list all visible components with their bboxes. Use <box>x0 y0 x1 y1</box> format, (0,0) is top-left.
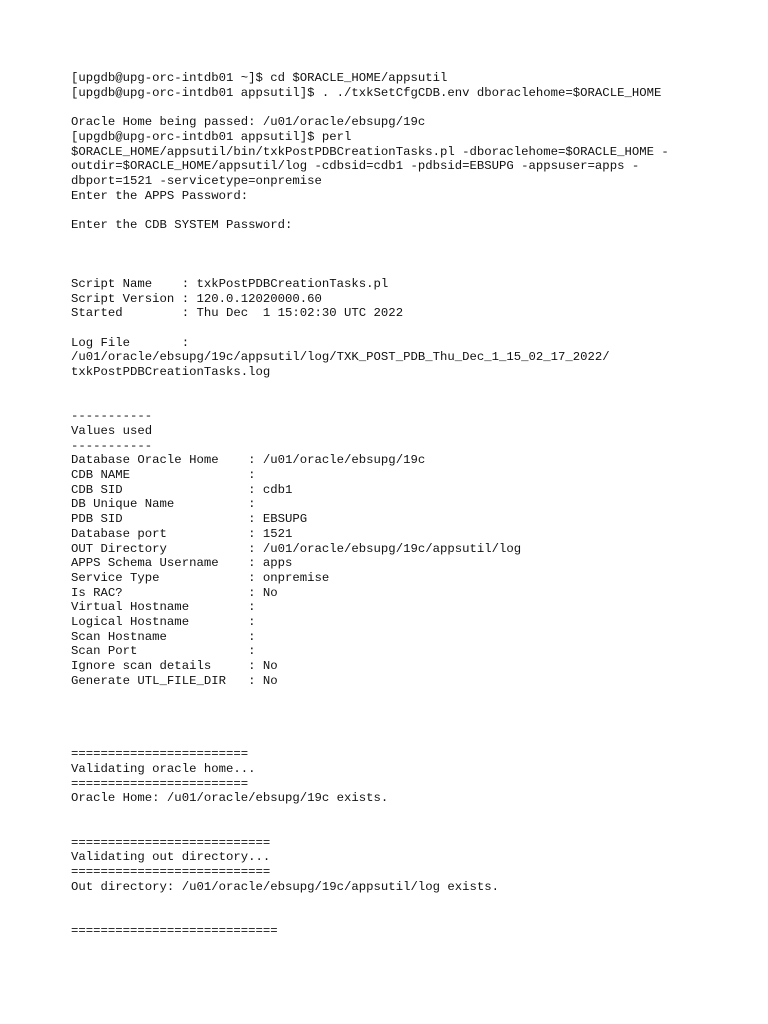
terminal-line: Generate UTL_FILE_DIR : No <box>71 673 278 688</box>
terminal-line: ============================ <box>71 923 278 938</box>
terminal-line: txkPostPDBCreationTasks.log <box>71 365 271 380</box>
terminal-line: Is RAC? : No <box>71 585 278 600</box>
terminal-line: Service Type : onpremise <box>71 570 330 585</box>
terminal-line: Log File : <box>71 335 190 350</box>
terminal-line: outdir=$ORACLE_HOME/appsutil/log -cdbsid=cdb1 -pdbsid=EBSUPG -appsuser=apps - <box>71 159 640 174</box>
terminal-line: =========================== <box>71 864 271 879</box>
terminal-line: OUT Directory : /u01/oracle/ebsupg/19c/appsutil/log <box>71 541 522 556</box>
terminal-line: Validating oracle home... <box>71 762 256 777</box>
terminal-line: CDB SID : cdb1 <box>71 482 293 497</box>
terminal-line: APPS Schema Username : apps <box>71 556 293 571</box>
terminal-line: Virtual Hostname : <box>71 600 256 615</box>
terminal-line: Script Version : 120.0.12020000.60 <box>71 291 322 306</box>
terminal-line: PDB SID : EBSUPG <box>71 512 308 527</box>
terminal-line: Logical Hostname : <box>71 615 256 630</box>
terminal-line: Ignore scan details : No <box>71 659 278 674</box>
terminal-line: $ORACLE_HOME/appsutil/bin/txkPostPDBCreationTasks.pl -dboraclehome=$ORACLE_HOME - <box>71 144 669 159</box>
document-page <box>71 71 751 938</box>
terminal-line: [upgdb@upg-orc-intdb01 appsutil]$ . ./txkSetCfgCDB.env dboraclehome=$ORACLE_HOME <box>71 85 662 100</box>
terminal-line: Database port : 1521 <box>71 526 293 541</box>
terminal-line: Enter the APPS Password: <box>71 188 249 203</box>
terminal-line: Values used <box>71 423 153 438</box>
terminal-line: Script Name : txkPostPDBCreationTasks.pl <box>71 276 389 291</box>
terminal-line: ======================== <box>71 747 249 762</box>
terminal-line: Oracle Home: /u01/oracle/ebsupg/19c exists. <box>71 791 389 806</box>
terminal-line: Scan Hostname : <box>71 629 256 644</box>
terminal-line: ----------- <box>71 409 153 424</box>
terminal-line: Started : Thu Dec 1 15:02:30 UTC 2022 <box>71 306 404 321</box>
terminal-line: Database Oracle Home : /u01/oracle/ebsupg/19c <box>71 453 426 468</box>
terminal-line: Enter the CDB SYSTEM Password: <box>71 218 293 233</box>
terminal-line: Validating out directory... <box>71 850 271 865</box>
terminal-line: [upgdb@upg-orc-intdb01 appsutil]$ perl <box>71 129 352 144</box>
terminal-line: =========================== <box>71 835 271 850</box>
terminal-line: Out directory: /u01/oracle/ebsupg/19c/appsutil/log exists. <box>71 879 500 894</box>
terminal-line: DB Unique Name : <box>71 497 256 512</box>
terminal-line: [upgdb@upg-orc-intdb01 ~]$ cd $ORACLE_HOME/appsutil <box>71 71 448 85</box>
terminal-output <box>71 71 751 938</box>
terminal-line: Scan Port : <box>71 644 256 659</box>
terminal-line: CDB NAME : <box>71 467 256 482</box>
terminal-line: ----------- <box>71 438 153 453</box>
terminal-line: dbport=1521 -servicetype=onpremise <box>71 173 322 188</box>
terminal-line: /u01/oracle/ebsupg/19c/appsutil/log/TXK_POST_PDB_Thu_Dec_1_15_02_17_2022/ <box>71 350 610 365</box>
terminal-line: Oracle Home being passed: /u01/oracle/ebsupg/19c <box>71 115 426 130</box>
terminal-line: ======================== <box>71 776 249 791</box>
